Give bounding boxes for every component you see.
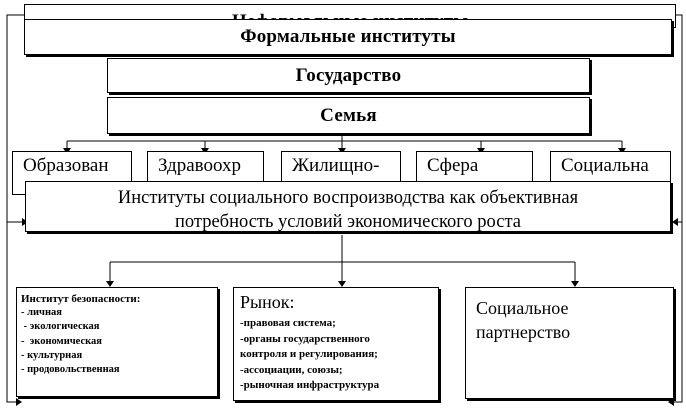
market-item: -органы государственного	[240, 332, 370, 345]
category-education-label: Образован	[23, 155, 109, 176]
formal-institutions-label: Формальные институты	[240, 26, 456, 47]
market-item: -рыночная инфраструктура	[240, 379, 380, 391]
category-healthcare-label: Здравоохр	[158, 155, 242, 176]
security-item: - экологическая	[21, 321, 100, 333]
partnership-line-1: Социальное	[476, 298, 569, 318]
reproduction-box	[25, 181, 671, 232]
category-housing-label: Жилищно-	[292, 155, 380, 176]
family-box	[107, 97, 590, 134]
security-title: Институт безопасности:	[21, 293, 141, 305]
state-box	[107, 58, 590, 93]
market-item: контроля и регулирования;	[240, 348, 378, 360]
category-sphere-label: Сфера	[427, 155, 479, 176]
security-item: - экономическая	[21, 335, 102, 347]
state-label: Государство	[295, 64, 402, 86]
formal-institutions-box	[24, 19, 672, 55]
market-item: -ассоциации, союзы;	[240, 363, 343, 376]
reproduction-line-2: потребность условий экономического роста	[175, 212, 521, 232]
security-item: - продовольственная	[21, 364, 120, 376]
category-social-label: Социальна	[561, 155, 649, 176]
partnership-box	[465, 287, 674, 399]
market-title: Рынок:	[240, 292, 295, 312]
security-item: - личная	[21, 307, 62, 319]
family-label: Семья	[320, 104, 377, 126]
security-item: - культурная	[21, 349, 83, 361]
market-box	[233, 287, 439, 401]
partnership-line-2: партнерство	[476, 322, 571, 342]
market-item: -правовая система;	[240, 317, 336, 329]
reproduction-line-1: Институты социального воспроизводства как объективная	[117, 188, 579, 208]
security-box	[16, 287, 218, 397]
